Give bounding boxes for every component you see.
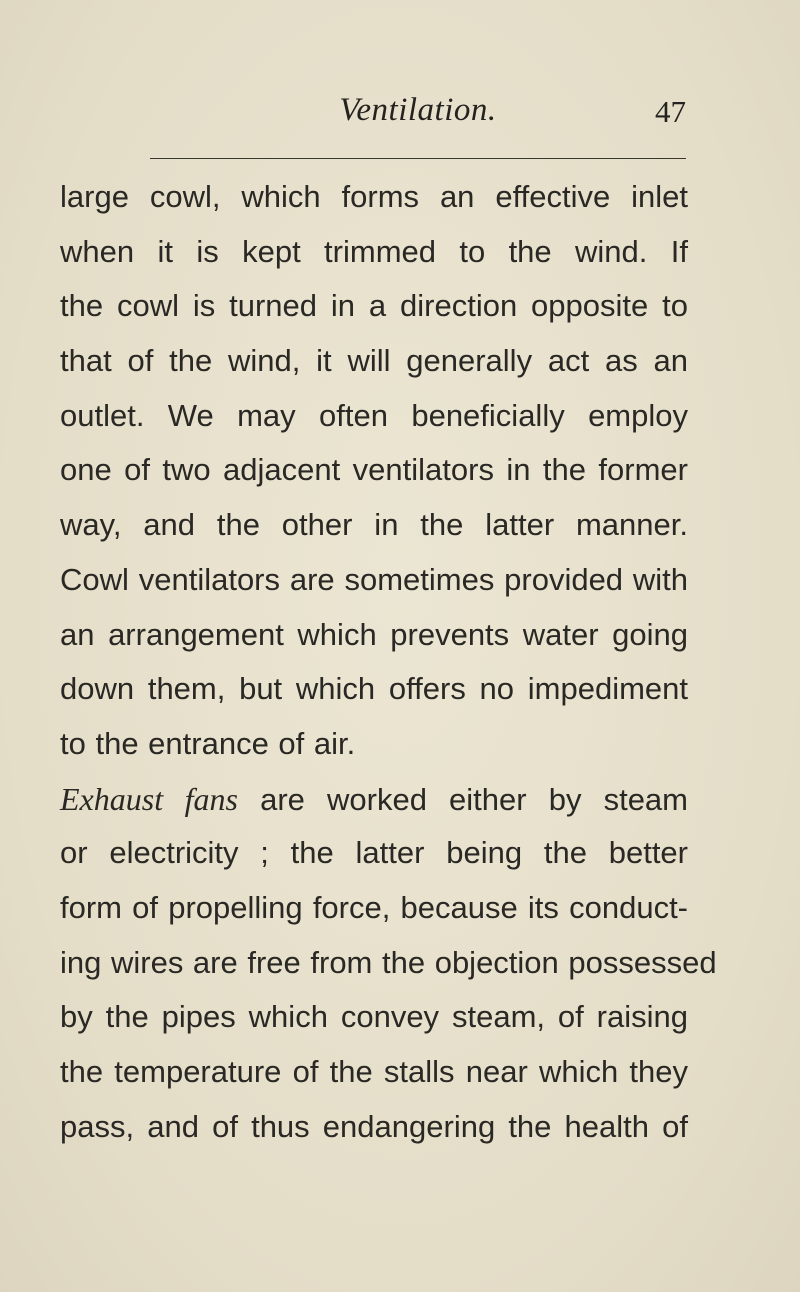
text-line: one of two adjacent ventilators in the former [60, 452, 688, 488]
paragraph-first-line [60, 772, 688, 827]
text-line: to the entrance of air. [60, 725, 356, 761]
text-line: large cowl, which forms an effective inlet [60, 179, 688, 214]
text-run: are worked either by steam [237, 781, 688, 817]
text-line: the cowl is turned in a direction opposite to [60, 288, 688, 324]
text-line: down them, but which offers no impediment [60, 671, 688, 707]
running-head [150, 84, 686, 140]
text-line: the temperature of the stalls near which they [60, 1054, 688, 1089]
page-number: 47 [655, 94, 686, 129]
text-line: an arrangement which prevents water going [60, 616, 688, 652]
text-line: when it is kept trimmed to the wind. If [60, 233, 688, 269]
text-line: Cowl ventilators are sometimes provided with [60, 561, 688, 597]
body-text [60, 170, 717, 1154]
text-line: pass, and of thus endangering the health of [60, 1108, 688, 1144]
running-title: Ventilation. [339, 92, 497, 128]
italic-term: Exhaust fans [60, 780, 238, 817]
header-rule [150, 158, 686, 159]
text-line: form of propelling force, because its conduct- [60, 889, 688, 925]
text-line: way, and the other in the latter manner. [60, 507, 688, 543]
text-line: that of the wind, it will generally act as an [60, 343, 688, 379]
text-line: outlet. We may often beneficially employ [60, 397, 688, 433]
text-line: by the pipes which convey steam, of raising [60, 999, 688, 1035]
text-line: or electricity ; the latter being the better [60, 835, 688, 871]
text-line: ing wires are free from the objection possessed [60, 944, 717, 980]
